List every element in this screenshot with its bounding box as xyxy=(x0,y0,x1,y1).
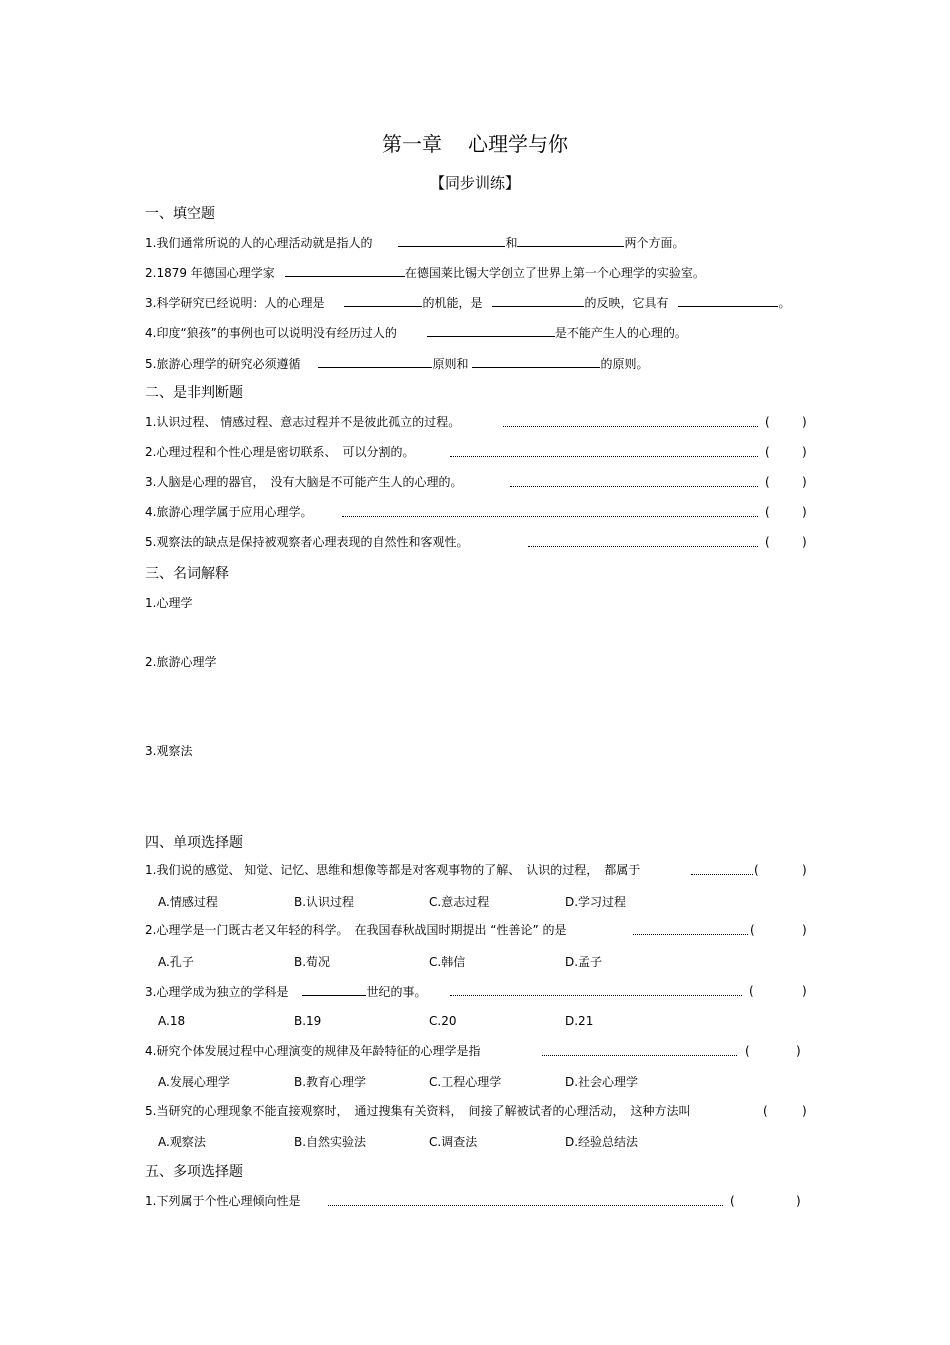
section-heading-judge: 二、是非判断题 xyxy=(145,385,243,401)
answer-blank[interactable] xyxy=(285,264,405,277)
section-heading-fill: 一、填空题 xyxy=(145,206,215,222)
option-a[interactable]: A.观察法 xyxy=(158,1135,206,1149)
option-d[interactable]: D.21 xyxy=(565,1014,594,1028)
dot-leader xyxy=(328,1189,723,1206)
judge-question-3: 3.人脑是心理的器官， 没有大脑是不可能产生人的心理的。 ( ) xyxy=(145,474,810,490)
option-d[interactable]: D.学习过程 xyxy=(565,895,627,909)
option-d[interactable]: D.社会心理学 xyxy=(565,1075,639,1089)
dot-leader xyxy=(450,979,742,996)
single-question-3: 3.心理学成为独立的学科是 世纪的事。 ( ) xyxy=(145,983,810,999)
section-heading-terms: 三、名词解释 xyxy=(145,566,229,582)
answer-paren-close: ) xyxy=(802,923,807,937)
judge-question-4: 4.旅游心理学属于应用心理学。 ( ) xyxy=(145,504,810,520)
answer-paren-close: ) xyxy=(802,475,807,489)
judge-question-5: 5.观察法的缺点是保持被观察者心理表现的自然性和客观性。 ( ) xyxy=(145,534,810,550)
option-b[interactable]: B.教育心理学 xyxy=(294,1075,367,1089)
answer-paren-open[interactable]: ( xyxy=(745,1044,750,1058)
answer-paren-close: ) xyxy=(802,984,807,998)
option-b[interactable]: B.19 xyxy=(294,1014,322,1028)
option-c[interactable]: C.韩信 xyxy=(429,955,466,969)
answer-blank[interactable] xyxy=(678,294,778,307)
judge-question-2: 2.心理过程和个性心理是密切联系、 可以分割的。 ( ) xyxy=(145,444,810,460)
fill-question-2: 2.1879 年德国心理学家 在德国莱比锡大学创立了世界上第一个心理学的实验室。 xyxy=(145,266,705,280)
answer-paren-close: ) xyxy=(802,863,807,877)
option-b[interactable]: B.荀况 xyxy=(294,955,331,969)
answer-paren-open[interactable]: ( xyxy=(730,1194,735,1208)
option-c[interactable]: C.工程心理学 xyxy=(429,1075,502,1089)
dot-leader xyxy=(510,470,758,487)
fill-question-4: 4.印度“狼孩”的事例也可以说明没有经历过人的 是不能产生人的心理的。 xyxy=(145,326,687,340)
dot-leader xyxy=(542,1039,737,1056)
answer-paren-open[interactable]: ( xyxy=(750,923,755,937)
fill-question-5: 5.旅游心理学的研究必须遵循 原则和 的原则。 xyxy=(145,357,649,371)
option-d[interactable]: D.孟子 xyxy=(565,955,603,969)
answer-paren-open[interactable]: ( xyxy=(754,863,759,877)
answer-blank[interactable] xyxy=(427,324,555,337)
fill-question-3: 3.科学研究已经说明：人的心理是 的机能，是 的反映，它具有 。 xyxy=(145,296,791,310)
single-question-2: 2.心理学是一门既古老又年轻的科学。 在我国春秋战国时期提出 “性善论” 的是 ( ) xyxy=(145,922,810,938)
option-b[interactable]: B.认识过程 xyxy=(294,895,355,909)
option-a[interactable]: A.情感过程 xyxy=(158,895,218,909)
term-item: 2.旅游心理学 xyxy=(145,655,217,669)
answer-paren-open[interactable]: ( xyxy=(763,1104,768,1118)
option-c[interactable]: C.调查法 xyxy=(429,1135,478,1149)
fill-question-1: 1.我们通常所说的人的心理活动就是指人的 和 两个方面。 xyxy=(145,236,685,250)
dot-leader xyxy=(450,440,758,457)
option-a[interactable]: A.发展心理学 xyxy=(158,1075,230,1089)
term-item: 3.观察法 xyxy=(145,744,193,758)
answer-paren-close: ) xyxy=(802,445,807,459)
dot-leader xyxy=(691,858,753,875)
answer-paren-open[interactable]: ( xyxy=(765,475,770,489)
option-d[interactable]: D.经验总结法 xyxy=(565,1135,639,1149)
multi-question-1: 1.下列属于个性心理倾向性是 ( ) xyxy=(145,1193,810,1209)
dot-leader xyxy=(503,410,758,427)
answer-blank[interactable] xyxy=(398,234,505,247)
option-b[interactable]: B.自然实验法 xyxy=(294,1135,367,1149)
single-question-1: 1.我们说的感觉、 知觉、记忆、思维和想像等都是对客观事物的了解、 认识的过程， 都属于 ( ) xyxy=(145,862,810,878)
section-heading-single: 四、单项选择题 xyxy=(145,835,243,851)
section-heading-multi: 五、多项选择题 xyxy=(145,1164,243,1180)
single-question-5: 5.当研究的心理现象不能直接观察时， 通过搜集有关资料， 间接了解被试者的心理活动， 这种方法叫 ( ) xyxy=(145,1104,807,1118)
chapter-title xyxy=(0,128,950,157)
option-c[interactable]: C.意志过程 xyxy=(429,895,490,909)
answer-paren-close: ) xyxy=(796,1194,801,1208)
answer-blank[interactable] xyxy=(302,983,366,996)
answer-blank[interactable] xyxy=(472,355,600,368)
chapter-number: 第一章 xyxy=(382,132,442,156)
single-question-4: 4.研究个体发展过程中心理演变的规律及年龄特征的心理学是指 ( ) xyxy=(145,1043,810,1059)
answer-blank[interactable] xyxy=(344,294,422,307)
answer-paren-open[interactable]: ( xyxy=(749,984,754,998)
term-item: 1.心理学 xyxy=(145,596,193,610)
answer-paren-close: ) xyxy=(796,1044,801,1058)
answer-paren-open[interactable]: ( xyxy=(765,445,770,459)
judge-question-1: 1.认识过程、 情感过程、意志过程并不是彼此孤立的过程。 ( ) xyxy=(145,414,810,430)
answer-blank[interactable] xyxy=(318,355,432,368)
answer-paren-close: ) xyxy=(802,1104,807,1118)
dot-leader xyxy=(342,500,758,517)
option-a[interactable]: A.孔子 xyxy=(158,955,194,969)
answer-blank[interactable] xyxy=(517,234,624,247)
dot-leader xyxy=(633,918,748,935)
answer-paren-close: ) xyxy=(802,505,807,519)
answer-paren-close: ) xyxy=(802,415,807,429)
answer-blank[interactable] xyxy=(492,294,584,307)
subtitle: 【同步训练】 xyxy=(429,174,520,192)
answer-paren-open[interactable]: ( xyxy=(765,535,770,549)
chapter-name: 心理学与你 xyxy=(468,132,568,156)
answer-paren-open[interactable]: ( xyxy=(765,415,770,429)
answer-paren-open[interactable]: ( xyxy=(765,505,770,519)
dot-leader xyxy=(528,530,758,547)
option-c[interactable]: C.20 xyxy=(429,1014,457,1028)
answer-paren-close: ) xyxy=(802,535,807,549)
option-a[interactable]: A.18 xyxy=(158,1014,186,1028)
